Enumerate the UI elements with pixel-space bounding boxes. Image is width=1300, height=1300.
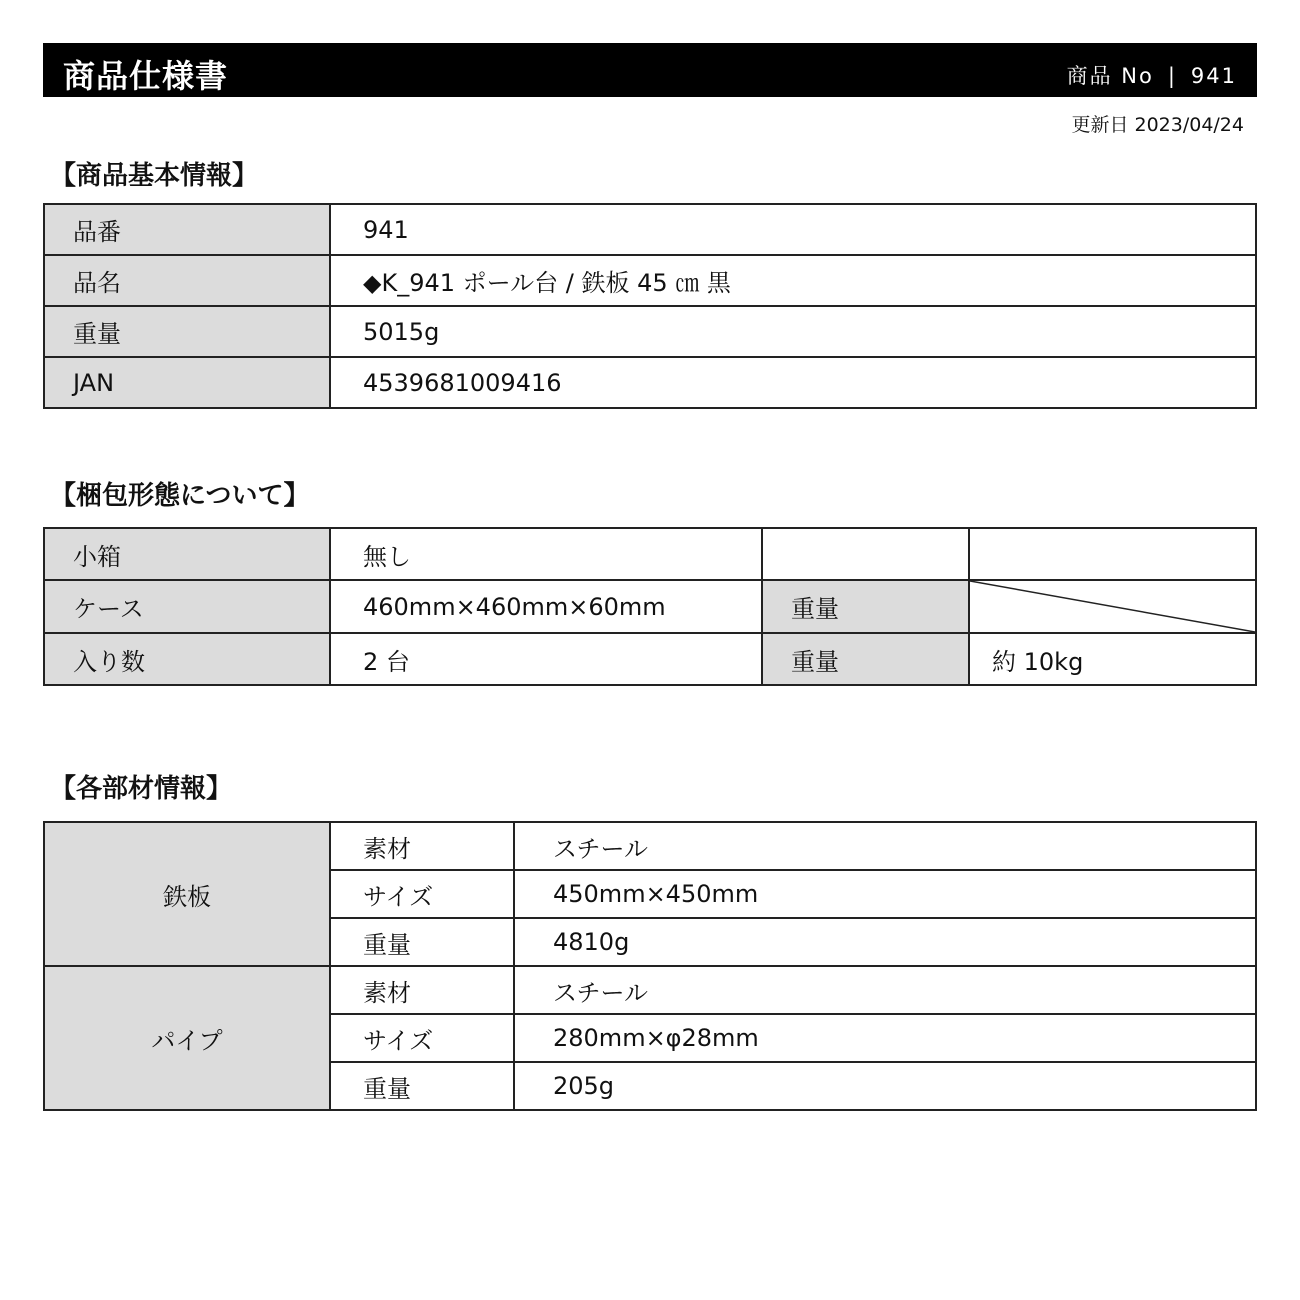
diagonal-line: [970, 581, 1255, 632]
row-value: スチール: [514, 822, 1256, 870]
row-label: サイズ: [330, 870, 514, 918]
table-row: [44, 306, 1256, 357]
table-row: [44, 204, 1256, 255]
part-group-name: パイプ: [44, 966, 330, 1110]
table-row: [44, 966, 1256, 1014]
page-title: 商品仕様書: [63, 57, 229, 95]
section-title-basic-info: 【商品基本情報】: [50, 161, 259, 191]
row-label: JAN: [44, 357, 330, 408]
row-value: 205g: [514, 1062, 1256, 1110]
row-value: スチール: [514, 966, 1256, 1014]
row-value: 941: [330, 204, 1256, 255]
row-label: 重量: [330, 1062, 514, 1110]
empty-cell: [969, 528, 1256, 580]
table-row: [44, 528, 1256, 580]
section-title-parts: 【各部材情報】: [50, 774, 233, 804]
row-value: 450mm×450mm: [514, 870, 1256, 918]
product-no-value: 941: [1190, 64, 1237, 88]
product-no-label: 商品 No: [1066, 64, 1154, 88]
product-no-separator: |: [1167, 64, 1177, 88]
row-value-weight: 約 10kg: [969, 633, 1256, 685]
table-row: [44, 255, 1256, 306]
row-value: 無し: [330, 528, 762, 580]
row-label: 素材: [330, 822, 514, 870]
updated-date: 更新日 2023/04/24: [1071, 114, 1244, 136]
empty-cell: [762, 528, 969, 580]
row-label: 入り数: [44, 633, 330, 685]
row-label: 重量: [330, 918, 514, 966]
table-row: [44, 822, 1256, 870]
table-row: [44, 580, 1256, 633]
table-row: [44, 357, 1256, 408]
title-bar: [43, 43, 1257, 97]
product-number: [1067, 60, 1237, 90]
row-label: 品名: [44, 255, 330, 306]
row-value: 280mm×φ28mm: [514, 1014, 1256, 1062]
row-label: 小箱: [44, 528, 330, 580]
row-value: 4810g: [514, 918, 1256, 966]
row-label-weight: 重量: [762, 633, 969, 685]
section-title-packaging: 【梱包形態について】: [50, 481, 310, 511]
row-label: 品番: [44, 204, 330, 255]
row-value: 460mm×460mm×60mm: [330, 580, 762, 633]
part-group-name: 鉄板: [44, 822, 330, 966]
row-label-weight: 重量: [762, 580, 969, 633]
packaging-table: [43, 527, 1257, 686]
row-label: 素材: [330, 966, 514, 1014]
row-value: 2 台: [330, 633, 762, 685]
parts-table: [43, 821, 1257, 1111]
row-value: ◆K_941 ポール台 / 鉄板 45 ㎝ 黒: [330, 255, 1256, 306]
row-value: 4539681009416: [330, 357, 1256, 408]
row-label: サイズ: [330, 1014, 514, 1062]
row-value: 5015g: [330, 306, 1256, 357]
table-row: [44, 633, 1256, 685]
diagonal-empty-cell: [969, 580, 1256, 633]
row-label: 重量: [44, 306, 330, 357]
basic-info-table: [43, 203, 1257, 409]
row-label: ケース: [44, 580, 330, 633]
